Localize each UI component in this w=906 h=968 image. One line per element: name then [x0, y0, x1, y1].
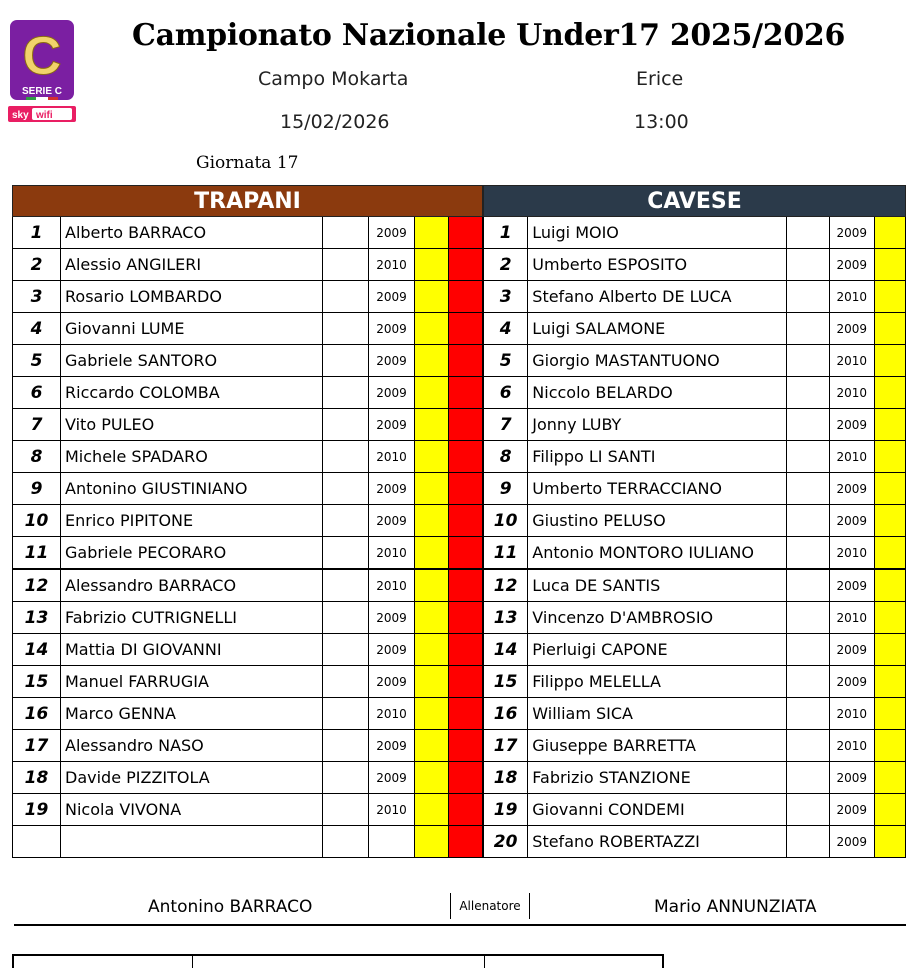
svg-text:C: C: [22, 26, 62, 86]
player-number: 1: [13, 217, 61, 249]
red-card-cell: [449, 313, 483, 345]
player-notes: [323, 666, 369, 698]
player-birth-year: 2009: [829, 794, 874, 826]
player-row: [484, 762, 906, 794]
player-row: [484, 473, 906, 505]
player-name: Alessio ANGILERI: [61, 249, 323, 281]
yellow-card-cell: [874, 762, 905, 794]
coach-label: Allenatore: [450, 893, 530, 919]
player-name: Riccardo COLOMBA: [61, 377, 323, 409]
yellow-card-cell: [874, 826, 905, 858]
player-notes: [323, 505, 369, 537]
player-number: 17: [13, 730, 61, 762]
player-notes: [787, 730, 829, 762]
player-notes: [323, 698, 369, 730]
player-number: 5: [484, 345, 528, 377]
player-name: Marco GENNA: [61, 698, 323, 730]
player-row: [484, 537, 906, 570]
svg-text:sky: sky: [12, 110, 29, 121]
player-birth-year: 2010: [829, 441, 874, 473]
player-birth-year: 2010: [369, 537, 415, 570]
red-card-cell: [449, 345, 483, 377]
yellow-card-cell: [415, 249, 449, 281]
player-row: [13, 794, 483, 826]
player-birth-year: 2009: [829, 762, 874, 794]
yellow-card-cell: [415, 634, 449, 666]
yellow-card-cell: [415, 794, 449, 826]
player-birth-year: 2009: [829, 409, 874, 441]
red-card-cell: [449, 537, 483, 570]
player-name: Davide PIZZITOLA: [61, 762, 323, 794]
player-birth-year: 2009: [829, 249, 874, 281]
player-row: [484, 441, 906, 473]
player-name: Gabriele PECORARO: [61, 537, 323, 570]
player-number: 16: [484, 698, 528, 730]
player-notes: [323, 537, 369, 570]
player-row: [484, 826, 906, 858]
player-name: Alessandro NASO: [61, 730, 323, 762]
player-notes: [787, 441, 829, 473]
player-name: Vincenzo D'AMBROSIO: [528, 602, 787, 634]
player-row: [13, 698, 483, 730]
player-name: Vito PULEO: [61, 409, 323, 441]
player-number: 2: [484, 249, 528, 281]
player-row: [13, 505, 483, 537]
player-name: Filippo MELELLA: [528, 666, 787, 698]
player-notes: [787, 666, 829, 698]
player-name: Giuseppe BARRETTA: [528, 730, 787, 762]
svg-text:SERIE C: SERIE C: [21, 86, 63, 97]
player-row: [484, 377, 906, 409]
red-card-cell: [449, 698, 483, 730]
player-birth-year: 2010: [369, 794, 415, 826]
yellow-card-cell: [874, 217, 905, 249]
yellow-card-cell: [415, 377, 449, 409]
player-number: 13: [484, 602, 528, 634]
matchday-label: Giornata 17: [196, 153, 299, 173]
player-row: [484, 602, 906, 634]
player-notes: [787, 698, 829, 730]
yellow-card-cell: [415, 281, 449, 313]
player-notes: [323, 762, 369, 794]
player-row: [13, 602, 483, 634]
player-number: 5: [13, 345, 61, 377]
player-row: [13, 377, 483, 409]
player-notes: [787, 537, 829, 570]
yellow-card-cell: [874, 409, 905, 441]
player-birth-year: 2009: [369, 217, 415, 249]
yellow-card-cell: [415, 217, 449, 249]
player-notes: [323, 794, 369, 826]
player-birth-year: 2009: [369, 730, 415, 762]
player-name: Umberto ESPOSITO: [528, 249, 787, 281]
red-card-cell: [449, 666, 483, 698]
player-row: [484, 281, 906, 313]
player-row: [484, 217, 906, 249]
player-number: 8: [484, 441, 528, 473]
player-name: Stefano Alberto DE LUCA: [528, 281, 787, 313]
yellow-card-cell: [874, 473, 905, 505]
player-name: [61, 826, 323, 858]
player-row: [13, 666, 483, 698]
yellow-card-cell: [874, 377, 905, 409]
yellow-card-cell: [874, 345, 905, 377]
player-notes: [787, 281, 829, 313]
red-card-cell: [449, 730, 483, 762]
svg-text:wifi: wifi: [36, 110, 53, 121]
home-team-roster: [12, 185, 483, 858]
player-number: 14: [13, 634, 61, 666]
player-birth-year: 2009: [369, 345, 415, 377]
player-row: [13, 441, 483, 473]
player-row: [13, 249, 483, 281]
player-birth-year: 2009: [829, 473, 874, 505]
player-birth-year: 2009: [369, 634, 415, 666]
yellow-card-cell: [415, 313, 449, 345]
player-birth-year: 2009: [829, 505, 874, 537]
player-birth-year: 2009: [369, 377, 415, 409]
player-number: 11: [13, 537, 61, 570]
player-notes: [323, 249, 369, 281]
yellow-card-cell: [874, 634, 905, 666]
yellow-card-cell: [415, 602, 449, 634]
player-name: Manuel FARRUGIA: [61, 666, 323, 698]
player-notes: [323, 602, 369, 634]
player-name: Luigi SALAMONE: [528, 313, 787, 345]
player-number: 19: [484, 794, 528, 826]
player-row: [484, 569, 906, 602]
player-birth-year: 2009: [829, 666, 874, 698]
yellow-card-cell: [874, 281, 905, 313]
player-number: 12: [484, 569, 528, 602]
yellow-card-cell: [874, 537, 905, 570]
yellow-card-cell: [415, 666, 449, 698]
player-number: 11: [484, 537, 528, 570]
player-notes: [787, 762, 829, 794]
player-birth-year: 2010: [829, 537, 874, 570]
player-row: [13, 569, 483, 602]
player-birth-year: 2009: [829, 313, 874, 345]
yellow-card-cell: [874, 505, 905, 537]
player-notes: [787, 377, 829, 409]
away-coach: Mario ANNUNZIATA: [654, 897, 817, 917]
player-birth-year: 2009: [369, 473, 415, 505]
yellow-card-cell: [874, 602, 905, 634]
player-birth-year: [369, 826, 415, 858]
player-number: 2: [13, 249, 61, 281]
player-number: 18: [484, 762, 528, 794]
player-name: Jonny LUBY: [528, 409, 787, 441]
yellow-card-cell: [874, 794, 905, 826]
red-card-cell: [449, 569, 483, 602]
player-birth-year: 2009: [369, 602, 415, 634]
player-name: Stefano ROBERTAZZI: [528, 826, 787, 858]
red-card-cell: [449, 634, 483, 666]
yellow-card-cell: [415, 569, 449, 602]
yellow-card-cell: [874, 666, 905, 698]
player-number: 9: [484, 473, 528, 505]
city-label: Erice: [636, 68, 684, 90]
player-row: [13, 281, 483, 313]
red-card-cell: [449, 794, 483, 826]
player-birth-year: 2009: [829, 569, 874, 602]
player-birth-year: 2009: [369, 666, 415, 698]
player-number: 7: [484, 409, 528, 441]
player-birth-year: 2010: [829, 730, 874, 762]
player-name: Fabrizio STANZIONE: [528, 762, 787, 794]
player-name: Antonio MONTORO IULIANO: [528, 537, 787, 570]
player-birth-year: 2009: [369, 762, 415, 794]
player-row: [13, 730, 483, 762]
yellow-card-cell: [415, 698, 449, 730]
yellow-card-cell: [415, 537, 449, 570]
red-card-cell: [449, 217, 483, 249]
player-number: [13, 826, 61, 858]
yellow-card-cell: [415, 762, 449, 794]
player-number: 18: [13, 762, 61, 794]
away-team-name: CAVESE: [484, 186, 906, 217]
player-number: 4: [484, 313, 528, 345]
player-number: 17: [484, 730, 528, 762]
player-number: 7: [13, 409, 61, 441]
player-name: Giovanni LUME: [61, 313, 323, 345]
player-notes: [323, 377, 369, 409]
yellow-card-cell: [874, 569, 905, 602]
player-birth-year: 2010: [829, 377, 874, 409]
player-name: Umberto TERRACCIANO: [528, 473, 787, 505]
player-notes: [323, 313, 369, 345]
player-row: [13, 634, 483, 666]
yellow-card-cell: [874, 313, 905, 345]
player-name: Giovanni CONDEMI: [528, 794, 787, 826]
venue-label: Campo Mokarta: [258, 68, 409, 90]
player-notes: [787, 505, 829, 537]
player-number: 1: [484, 217, 528, 249]
yellow-card-cell: [415, 441, 449, 473]
player-row: [484, 794, 906, 826]
match-time: 13:00: [634, 111, 689, 133]
player-notes: [323, 473, 369, 505]
player-name: Filippo LI SANTI: [528, 441, 787, 473]
player-birth-year: 2010: [369, 698, 415, 730]
player-birth-year: 2010: [369, 249, 415, 281]
player-name: Michele SPADARO: [61, 441, 323, 473]
red-card-cell: [449, 473, 483, 505]
player-notes: [323, 409, 369, 441]
player-notes: [787, 217, 829, 249]
player-number: 15: [13, 666, 61, 698]
yellow-card-cell: [415, 505, 449, 537]
player-birth-year: 2009: [829, 826, 874, 858]
player-row: [484, 634, 906, 666]
player-number: 3: [484, 281, 528, 313]
player-birth-year: 2009: [369, 409, 415, 441]
player-row: [13, 826, 483, 858]
player-birth-year: 2009: [829, 634, 874, 666]
yellow-card-cell: [874, 249, 905, 281]
player-name: Niccolo BELARDO: [528, 377, 787, 409]
yellow-card-cell: [874, 730, 905, 762]
red-card-cell: [449, 762, 483, 794]
player-number: 20: [484, 826, 528, 858]
yellow-card-cell: [415, 730, 449, 762]
player-name: Giustino PELUSO: [528, 505, 787, 537]
red-card-cell: [449, 409, 483, 441]
yellow-card-cell: [415, 409, 449, 441]
player-name: Giorgio MASTANTUONO: [528, 345, 787, 377]
player-notes: [323, 634, 369, 666]
player-row: [13, 345, 483, 377]
red-card-cell: [449, 441, 483, 473]
player-name: Luca DE SANTIS: [528, 569, 787, 602]
player-name: Alberto BARRACO: [61, 217, 323, 249]
player-name: Alessandro BARRACO: [61, 569, 323, 602]
red-card-cell: [449, 249, 483, 281]
yellow-card-cell: [415, 473, 449, 505]
player-number: 6: [13, 377, 61, 409]
player-birth-year: 2010: [829, 345, 874, 377]
player-row: [13, 473, 483, 505]
player-number: 9: [13, 473, 61, 505]
player-notes: [323, 730, 369, 762]
player-number: 15: [484, 666, 528, 698]
player-row: [484, 345, 906, 377]
coach-divider: [14, 924, 906, 926]
player-notes: [787, 249, 829, 281]
player-row: [13, 409, 483, 441]
player-name: Mattia DI GIOVANNI: [61, 634, 323, 666]
player-birth-year: 2010: [829, 281, 874, 313]
player-number: 13: [13, 602, 61, 634]
player-number: 6: [484, 377, 528, 409]
player-notes: [323, 441, 369, 473]
player-number: 10: [13, 505, 61, 537]
player-row: [484, 666, 906, 698]
player-row: [484, 698, 906, 730]
player-row: [13, 537, 483, 570]
red-card-cell: [449, 602, 483, 634]
player-number: 3: [13, 281, 61, 313]
player-birth-year: 2009: [829, 217, 874, 249]
player-notes: [323, 345, 369, 377]
home-team-name: TRAPANI: [13, 186, 483, 217]
player-row: [13, 762, 483, 794]
player-notes: [787, 634, 829, 666]
red-card-cell: [449, 826, 483, 858]
red-card-cell: [449, 281, 483, 313]
player-birth-year: 2010: [369, 441, 415, 473]
player-name: Luigi MOIO: [528, 217, 787, 249]
player-row: [13, 217, 483, 249]
player-notes: [787, 473, 829, 505]
player-notes: [323, 281, 369, 313]
player-notes: [787, 409, 829, 441]
player-birth-year: 2009: [369, 313, 415, 345]
player-number: 12: [13, 569, 61, 602]
yellow-card-cell: [874, 441, 905, 473]
yellow-card-cell: [415, 345, 449, 377]
away-team-roster: [483, 185, 906, 858]
player-birth-year: 2010: [369, 569, 415, 602]
player-name: Rosario LOMBARDO: [61, 281, 323, 313]
serie-c-logo: [6, 18, 78, 134]
player-name: William SICA: [528, 698, 787, 730]
player-notes: [323, 569, 369, 602]
player-row: [484, 505, 906, 537]
player-row: [484, 313, 906, 345]
player-number: 14: [484, 634, 528, 666]
player-name: Gabriele SANTORO: [61, 345, 323, 377]
red-card-cell: [449, 377, 483, 409]
player-notes: [787, 826, 829, 858]
player-birth-year: 2010: [829, 602, 874, 634]
player-name: Nicola VIVONA: [61, 794, 323, 826]
player-number: 16: [13, 698, 61, 730]
player-row: [484, 730, 906, 762]
player-number: 4: [13, 313, 61, 345]
page-title: Campionato Nazionale Under17 2025/2026: [132, 18, 846, 53]
yellow-card-cell: [874, 698, 905, 730]
player-row: [13, 313, 483, 345]
bottom-table-frame: [12, 954, 664, 968]
red-card-cell: [449, 505, 483, 537]
player-number: 19: [13, 794, 61, 826]
player-number: 8: [13, 441, 61, 473]
player-name: Pierluigi CAPONE: [528, 634, 787, 666]
player-notes: [323, 217, 369, 249]
player-notes: [323, 826, 369, 858]
player-birth-year: 2010: [829, 698, 874, 730]
player-notes: [787, 345, 829, 377]
player-name: Fabrizio CUTRIGNELLI: [61, 602, 323, 634]
player-birth-year: 2009: [369, 281, 415, 313]
player-name: Enrico PIPITONE: [61, 505, 323, 537]
player-notes: [787, 602, 829, 634]
match-date: 15/02/2026: [280, 111, 390, 133]
player-row: [484, 409, 906, 441]
home-coach: Antonino BARRACO: [148, 897, 313, 917]
player-notes: [787, 569, 829, 602]
yellow-card-cell: [415, 826, 449, 858]
player-notes: [787, 794, 829, 826]
player-birth-year: 2009: [369, 505, 415, 537]
player-row: [484, 249, 906, 281]
player-number: 10: [484, 505, 528, 537]
player-name: Antonino GIUSTINIANO: [61, 473, 323, 505]
player-notes: [787, 313, 829, 345]
